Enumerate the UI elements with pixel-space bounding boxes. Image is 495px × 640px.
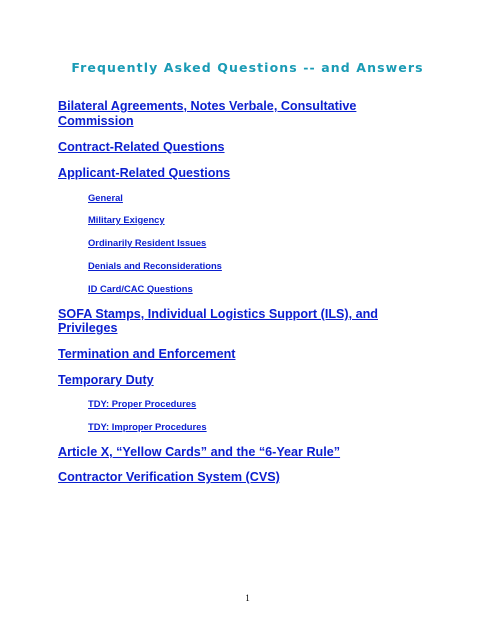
link-applicant-related-questions[interactable]: Applicant-Related Questions: [58, 166, 231, 180]
page-number: 1: [245, 593, 250, 603]
link-tdy-proper[interactable]: TDY: Proper Procedures: [88, 398, 197, 409]
link-tdy-improper[interactable]: TDY: Improper Procedures: [88, 421, 207, 432]
link-applicant-military-exigency[interactable]: Military Exigency: [88, 214, 165, 225]
link-bilateral-agreements[interactable]: Bilateral Agreements, Notes Verbale, Consultative: [58, 99, 357, 113]
link-bilateral-agreements-continued[interactable]: Commission: [58, 114, 134, 128]
link-applicant-denials[interactable]: Denials and Reconsiderations: [88, 260, 222, 271]
page-title: Frequently Asked Questions -- and Answers: [71, 60, 424, 75]
link-applicant-id-card[interactable]: ID Card/CAC Questions: [88, 283, 193, 294]
link-contractor-verification[interactable]: Contractor Verification System (CVS): [58, 470, 280, 484]
link-sofa-stamps-continued[interactable]: Privileges: [58, 321, 118, 335]
link-contract-related-questions[interactable]: Contract-Related Questions: [58, 140, 225, 154]
link-article-x[interactable]: Article X, “Yellow Cards” and the “6-Year Rule”: [58, 445, 341, 459]
link-termination-enforcement[interactable]: Termination and Enforcement: [58, 347, 236, 361]
link-temporary-duty[interactable]: Temporary Duty: [58, 373, 154, 387]
link-applicant-general[interactable]: General: [88, 192, 123, 203]
link-sofa-stamps[interactable]: SOFA Stamps, Individual Logistics Support (ILS), and: [58, 307, 378, 321]
link-applicant-ordinarily-resident[interactable]: Ordinarily Resident Issues: [88, 237, 207, 248]
